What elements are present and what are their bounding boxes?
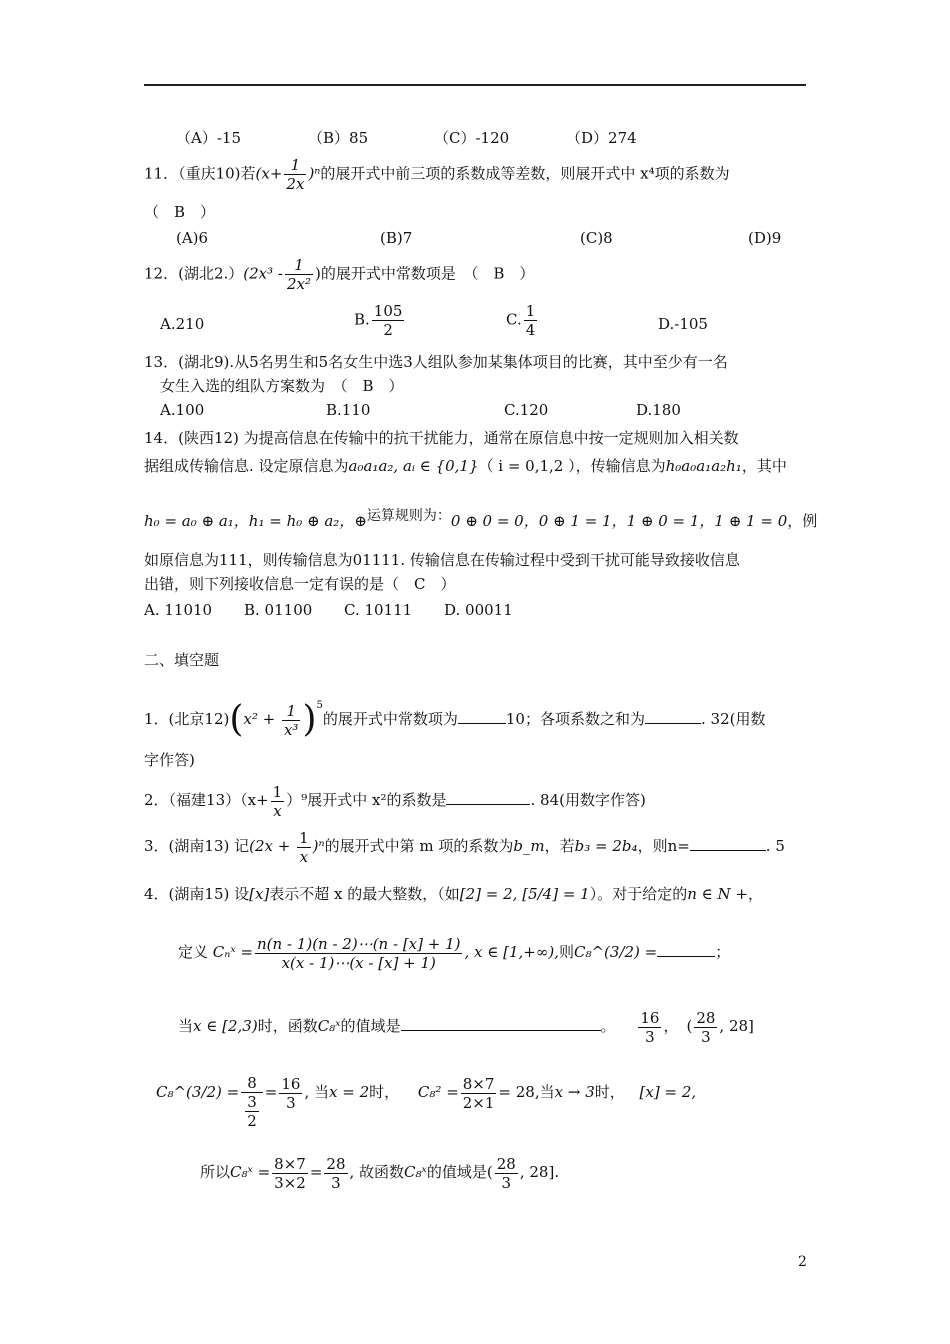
q12-fraction: $\frac{1}{\text{2x²}}$ [286,256,312,293]
q11-option-c: (C)8 [580,229,613,247]
q10-option-d: （D）274 [566,129,637,147]
q13-option-a: A.100 [160,401,205,419]
q11-answer: （ B ） [144,203,216,221]
fill-question-3: 3．(湖南13) 记(2x + $\frac{1}{x}$ )ⁿ的展开式中第 m 项的系数为b_m，若b₃ = 2b₄，则n= . 5 [144,828,785,866]
q12-option-a: A.210 [160,315,205,333]
fill-question-4-definition: 定义 Cₙˣ = $\frac{n(n - 1)(n - 2)\cdots(n - [x] + 1)}{x(x - 1)\cdots(x - [x] + 1)}$ , x ∈ [1,+∞),则C₈^(3/2) = ； [178,934,731,972]
q12-option-b: B. $\frac{105}{2}$ [354,302,403,339]
q10-option-b: （B）85 [308,129,369,147]
question-12: 12．(湖北2.）(2x³ - $\frac{1}{\text{2x²}}$ )的展开式中常数项是 （ B ） [144,256,535,293]
q13-option-d: D.180 [636,401,681,419]
fill-question-4-solution1: C₈^(3/2) = $\frac{8}{\frac{3}{2}}$ = $\frac{16}{3}$ , 当x = 2时， C₈² = $\frac{8\times 7}{2\times 1}$ = 28,当x → 3时， [x] = 2, [156,1073,697,1130]
q10-option-c: （C）-120 [434,129,510,147]
fill-question-1-line2: 字作答) [144,751,195,769]
q11-option-a: (A)6 [176,229,209,247]
question-11: 11．（重庆10)若(x+ $\frac{1}{2x}$ )ⁿ的展开式中前三项的系数成等差数，则展开式中 x⁴项的系数为 [144,156,730,193]
question-13-line1: 13．(湖北9).从5名男生和5名女生中选3人组队参加某集体项目的比赛，其中至少有一名 [144,353,728,371]
q11-option-d: (D)9 [748,229,782,247]
q11-fraction: $\frac{1}{2x}$ [286,156,305,193]
q11-option-b: (B)7 [380,229,413,247]
q10-option-a: （A）-15 [176,129,241,147]
q14-option-d: D. 00011 [444,601,513,619]
section-title-fill-blank: 二、填空题 [144,651,220,669]
q13-option-b: B.110 [326,401,371,419]
question-14-line3: h₀ = a₀ ⊕ a₁，h₁ = h₀ ⊕ a₂，⊕运算规则为：0 ⊕ 0 = 0，0 ⊕ 1 = 1，1 ⊕ 0 = 1，1 ⊕ 1 = 0，例 [144,508,818,530]
question-14-line4: 如原信息为111，则传输信息为01111. 传输信息在传输过程中受到干扰可能导致接收信息 [144,551,740,569]
q14-option-c: C. 10111 [344,601,413,619]
fill-question-4-line3: 当x ∈ [2,3)时，函数C₈ˣ的值域是 。 $\frac{16}{3}$ ， ( $\frac{28}{3}$ , 28] [178,1008,754,1046]
question-14-line5: 出错，则下列接收信息一定有误的是（ C ） [144,575,456,593]
header-rule [144,84,806,86]
fill-question-4-solution2: 所以C₈ˣ = $\frac{8\times 7}{3\times 2}$ = $\frac{28}{3}$ , 故函数C₈ˣ的值域是( $\frac{28}{3}$ , 28]. [200,1154,560,1192]
fill-question-2: 2．（福建13）（x+ $\frac{1}{x}$ ）⁹展开式中 x²的系数是 . 84(用数字作答) [144,782,646,820]
page-number: 2 [798,1254,807,1270]
question-14-line2: 据组成传输信息. 设定原信息为a₀a₁a₂, aᵢ ∈ {0,1}（ i = 0,1,2 ），传输信息为h₀a₀a₁a₂h₁，其中 [144,457,787,475]
q12-option-d: D.-105 [658,315,708,333]
q14-option-b: B. 01100 [244,601,313,619]
q14-option-a: A. 11010 [144,601,213,619]
question-13-line2: 女生入选的组队方案数为 （ B ） [160,377,404,395]
q12-option-c: C. $\frac{1}{4}$ [506,302,536,339]
q13-option-c: C.120 [504,401,549,419]
fill-question-1: 1．(北京12)(x² + $\frac{1}{\text{x³}}$ )$^5$的展开式中常数项为 10；各项系数之和为 . 32(用数 [144,699,766,740]
question-14-line1: 14．(陕西12) 为提高信息在传输中的抗干扰能力，通常在原信息中按一定规则加入相关数 [144,429,739,447]
fill-question-4-line1: 4．(湖南15) 设[x]表示不超 x 的最大整数，（如[2] = 2, [5/4] = 1）。对于给定的n ∈ N +， [144,885,764,903]
